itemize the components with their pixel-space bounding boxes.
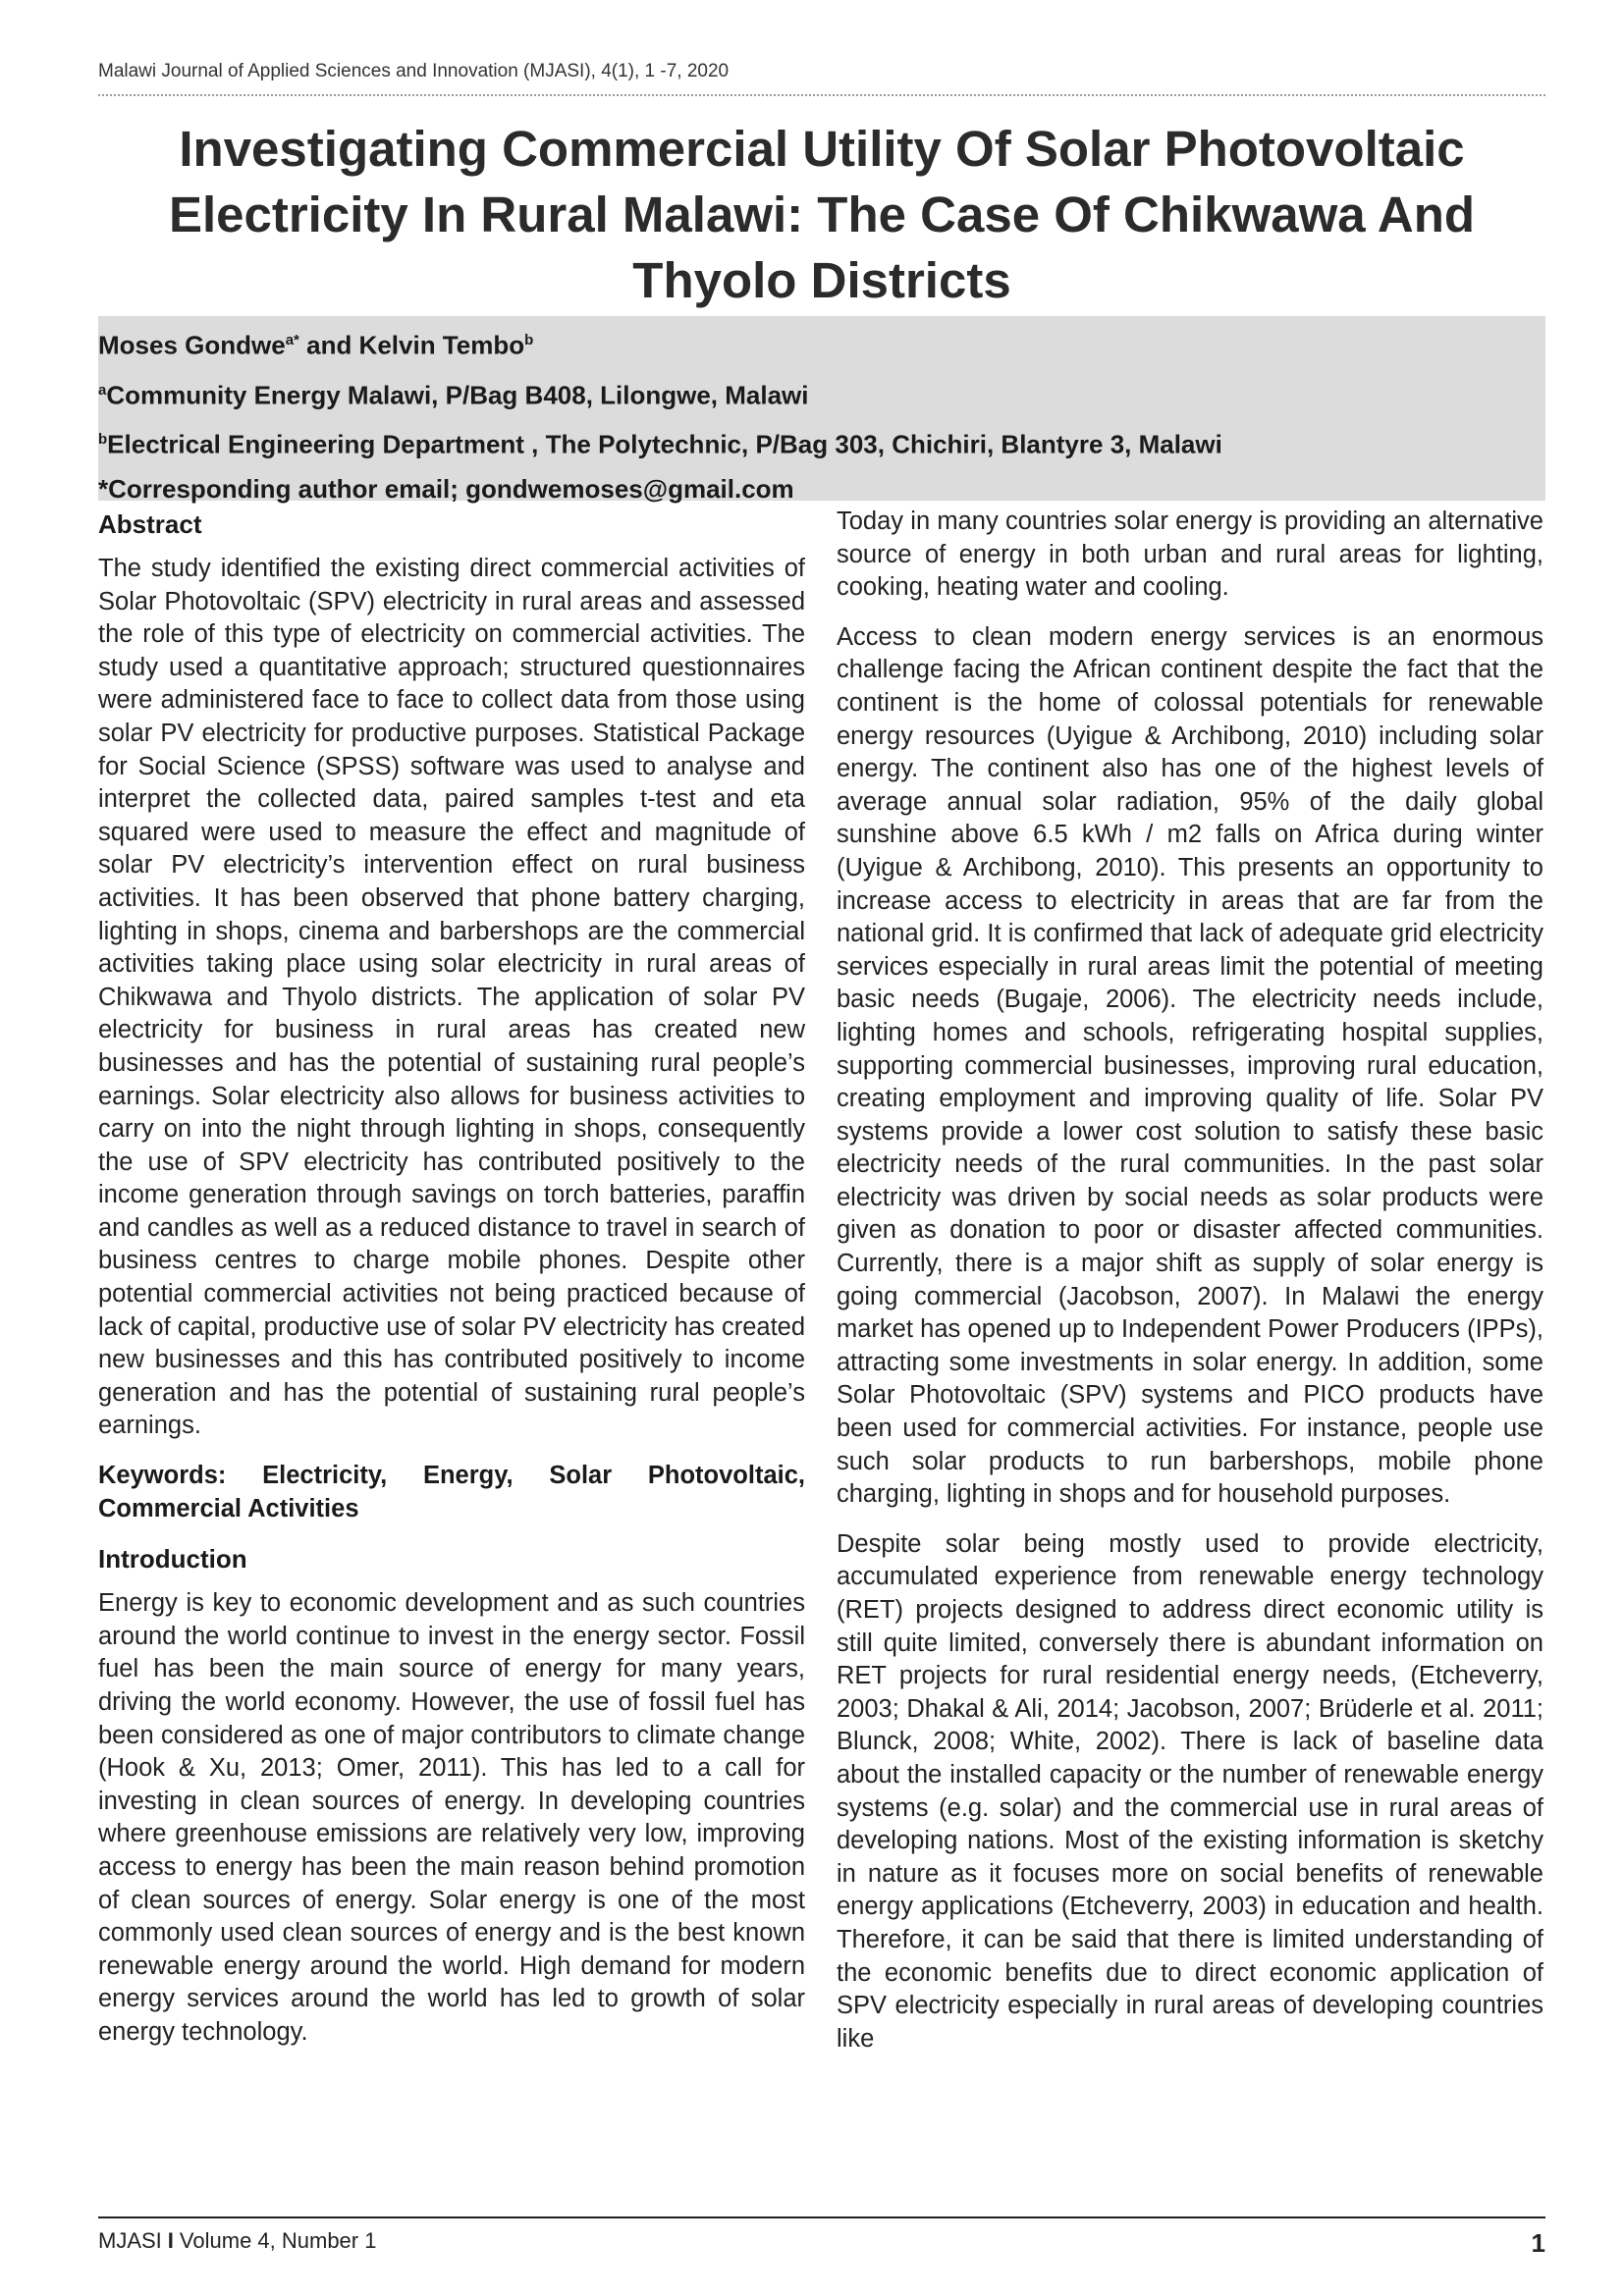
introduction-paragraph-1: Energy is key to economic development and as such countries around the world continue to invest in the energy sector. Fossil fuel has been the main source of energy for many years, driving the world economy. However, the use of fossil fuel has been considered as one of major contributors to climate change (Hook & Xu, 2013; Omer, 2011). This has led to a call for investing in clean sources of energy. In developing countries where greenhouse emissions are relatively very low, improving access to energy has been the main reason behind promotion of clean sources of energy. Solar energy is one of the most commonly used clean sources of energy and is the best known renewable energy around the world. High demand for modern energy services around the world has led to growth of solar energy technology. xyxy=(98,1589,805,2046)
introduction-paragraph-4: Despite solar being mostly used to provide electricity, accumulated experience from renewable energy technology (RET) projects designed to address direct economic utility is still quite limited, conversely there is abundant information on RET projects for rural residential energy needs, (Etcheverry, 2003; Dhakal & Ali, 2014; Jacobson, 2007; Brüderle et al. 2011; Blunck, 2008; White, 2002). There is lack of baseline data about the installed capacity or the number of renewable energy systems (e.g. solar) and the commercial use in rural areas of developing nations. Most of the existing information is sketchy in nature as it focuses more on social benefits of renewable energy applications (Etcheverry, 2003) in education and health. Therefore, it can be said that there is limited understanding of the economic benefits due to direct economic application of SPV electricity especially in rural areas of developing countries like xyxy=(837,1529,1543,2053)
introduction-paragraph-2: Today in many countries solar energy is providing an alternative source of energy in both urban and rural areas for lighting, cooking, heating water and cooling. xyxy=(837,507,1543,602)
author-affiliation-box xyxy=(98,316,1545,504)
author-names xyxy=(98,318,1545,368)
running-header: Malawi Journal of Applied Sciences and Innovation (MJASI), 4(1), 1 -7, 2020 xyxy=(98,61,1545,96)
footer-volume: Volume 4, Number 1 xyxy=(179,2228,377,2253)
footer-journal xyxy=(98,2228,376,2254)
introduction-heading: Introduction xyxy=(98,1544,247,1575)
affiliation-a-sup: a xyxy=(98,381,107,399)
author-sup-b: b xyxy=(524,332,534,348)
footer-journal-abbrev: MJASI xyxy=(98,2228,162,2253)
footer-separator: I xyxy=(167,2228,174,2253)
author-name-b: and Kelvin Tembo xyxy=(298,330,525,360)
page-number: 1 xyxy=(1531,2228,1545,2258)
paper-title: Investigating Commercial Utility Of Solar Photovoltaic Electricity In Rural Malawi: The Case Of Chikwawa And Thyolo Districts xyxy=(168,121,1476,308)
affiliation-b xyxy=(98,417,1545,467)
affiliation-a xyxy=(98,368,1545,418)
abstract-heading: Abstract xyxy=(98,509,202,539)
keywords: Keywords: Electricity, Energy, Solar Photovoltaic, Commercial Activities xyxy=(98,1462,805,1522)
abstract-text: The study identified the existing direct commercial activities of Solar Photovoltaic (SPV) electricity in rural areas and assessed the role of this type of electricity on commercial activities. The study used a quantitative approach; structured questionnaires were administered face to face to collect data from those using solar PV electricity for productive purposes. Statistical Package for Social Science (SPSS) software was used to analyse and interpret the collected data, paired samples t-test and eta squared were used to measure the effect and magnitude of solar PV electricity’s intervention effect on rural business activities. It has been observed that phone battery charging, lighting in shops, cinema and barbershops are the commercial activities taking place using solar electricity in rural areas of Chikwawa and Thyolo districts. The application of solar PV electricity for business in rural areas has created new businesses and has the potential of sustaining rural people’s earnings. Solar electricity also allows for business activities to carry on into the night through lighting in shops, consequently the use of SPV electricity has contributed positively to the income generation through savings on torch batteries, paraffin and candles as well as a reduced distance to travel in search of business centres to charge mobile phones. Despite other potential commercial activities not being practiced because of lack of capital, productive use of solar PV electricity has created new businesses and this has contributed positively to income generation and has the potential of sustaining rural people’s earnings. xyxy=(98,555,806,1440)
author-name-a: Moses Gondwe xyxy=(98,330,286,360)
affiliation-b-sup: b xyxy=(98,431,108,449)
right-column xyxy=(837,506,1543,2072)
page-footer xyxy=(98,2216,1545,2259)
corresponding-author: *Corresponding author email; gondwemoses@gmail.com xyxy=(98,473,794,504)
left-column xyxy=(98,506,805,2066)
author-sup-a: a* xyxy=(285,332,299,348)
introduction-paragraph-3: Access to clean modern energy services is an enormous challenge facing the African continent despite the fact that the continent is the home of colossal potentials for renewable energy resources (Uyigue & Archibong, 2010) including solar energy. The continent also has one of the highest levels of average annual solar radiation, 95% of the daily global sunshine above 6.5 kWh / m2 falls on Africa during winter (Uyigue & Archibong, 2010). This presents an opportunity to increase access to electricity in areas that are far from the national grid. It is confirmed that lack of adequate grid electricity services especially in rural areas limit the potential of meeting basic needs (Bugaje, 2006). The electricity needs include, lighting homes and schools, refrigerating hospital supplies, supporting commercial businesses, improving rural education, creating employment and improving quality of life. Solar PV systems provide a lower cost solution to satisfy these basic electricity needs of the rural communities. In the past solar electricity was driven by social needs as solar products were given as donation to poor or disaster affected communities. Currently, there is a major shift as supply of solar energy is going commercial (Jacobson, 2007). In Malawi the energy market has opened up to Independent Power Producers (IPPs), attracting some investments in solar energy. In addition, some Solar Photovoltaic (SPV) systems and PICO products have been used for commercial activities. For instance, people use such solar products to run barbershops, mobile phone charging, lighting in shops and for household purposes. xyxy=(837,622,1543,1509)
affiliation-b-text: Electrical Engineering Department , The Polytechnic, P/Bag 303, Chichiri, Blantyre 3, Malawi xyxy=(107,429,1222,459)
affiliation-a-text: Community Energy Malawi, P/Bag B408, Lilongwe, Malawi xyxy=(106,380,809,410)
